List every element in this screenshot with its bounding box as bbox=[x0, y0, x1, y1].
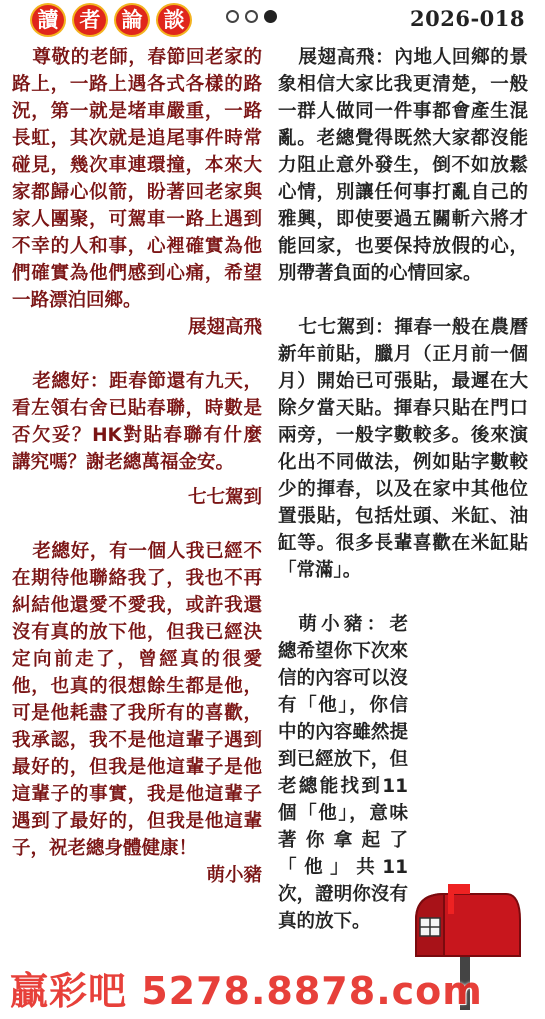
decorative-dots bbox=[226, 10, 277, 23]
page-header bbox=[0, 0, 545, 38]
letter-signature: 展翅高飛 bbox=[187, 317, 262, 338]
letter-signature: 萌小豬 bbox=[206, 865, 262, 886]
title-char: 論 bbox=[114, 3, 150, 37]
column-title bbox=[30, 3, 192, 37]
title-char: 者 bbox=[72, 3, 108, 37]
circle-outline-icon bbox=[245, 10, 258, 23]
editor-reply: 七七駕到：揮春一般在農曆新年前貼，臘月（正月前一個月）開始已可張貼，最遲在大除夕當天貼。揮春只貼在門口兩旁，一般字數較多。後來演化出不同做法，例如貼字數較少的揮春，以及在家中其他位置張貼，包括灶頭、米缸、油缸等。很多長輩喜歡在米缸貼「常滿」。 bbox=[278, 317, 528, 581]
site-watermark bbox=[0, 968, 545, 1014]
title-char: 談 bbox=[156, 3, 192, 37]
circle-filled-icon bbox=[264, 10, 277, 23]
editor-replies-column bbox=[278, 44, 528, 935]
circle-outline-icon bbox=[226, 10, 239, 23]
reader-letters-column bbox=[12, 44, 262, 889]
issue-number: 2026-018 bbox=[410, 6, 525, 31]
letter-signature: 七七駕到 bbox=[187, 487, 262, 508]
reader-letter: 老總好：距春節還有九天，看左領右舍已貼春聯，時數是否欠妥？HK對貼春聯有什麼講究嗎？謝老總萬福金安。 bbox=[12, 371, 262, 473]
watermark-text: 贏彩吧 5278.8878.com bbox=[10, 969, 483, 1013]
editor-reply: 萌小豬：老總希望你下次來信的內容可以沒有「他」，你信中的內容雖然提到已經放下，但老總能找到11個「他」，意味著你拿起了「他」共11次，證明你沒有真的放下。 bbox=[278, 614, 408, 932]
reader-letter: 老總好，有一個人我已經不在期待他聯絡我了，我也不再糾結他還愛不愛我，或許我還沒有真的放下他，但我已經決定向前走了，曾經真的很愛他，也真的很想餘生都是他，可是他耗盡了我所有的喜歡，我承認，我不是他這輩子遇到最好的，但我是他這輩子是他這輩子的事實，我是他這輩子遇到了最好的，但我是他這輩子，祝老總身體健康！ bbox=[12, 541, 262, 859]
title-char: 讀 bbox=[30, 3, 66, 37]
reader-letter: 尊敬的老師，春節回老家的路上，一路上遇各式各樣的路況，第一就是堵車嚴重，一路長虹，其次就是追尾事件時常碰見，幾次車連環撞，本來大家都歸心似箭，盼著回老家與家人團聚，可駕車一路上遇到不幸的人和事，心裡確實為他們確實為他們感到心痛，希望一路漂泊回鄉。 bbox=[12, 47, 262, 311]
editor-reply: 展翅高飛：內地人回鄉的景象相信大家比我更清楚，一般一群人做同一件事都會產生混亂。老總覺得既然大家都沒能力阻止意外發生，倒不如放鬆心情，別讓任何事打亂自己的雅興，即使要過五關斬六將才能回家，也要保持放假的心，別帶著負面的心情回家。 bbox=[278, 47, 528, 284]
